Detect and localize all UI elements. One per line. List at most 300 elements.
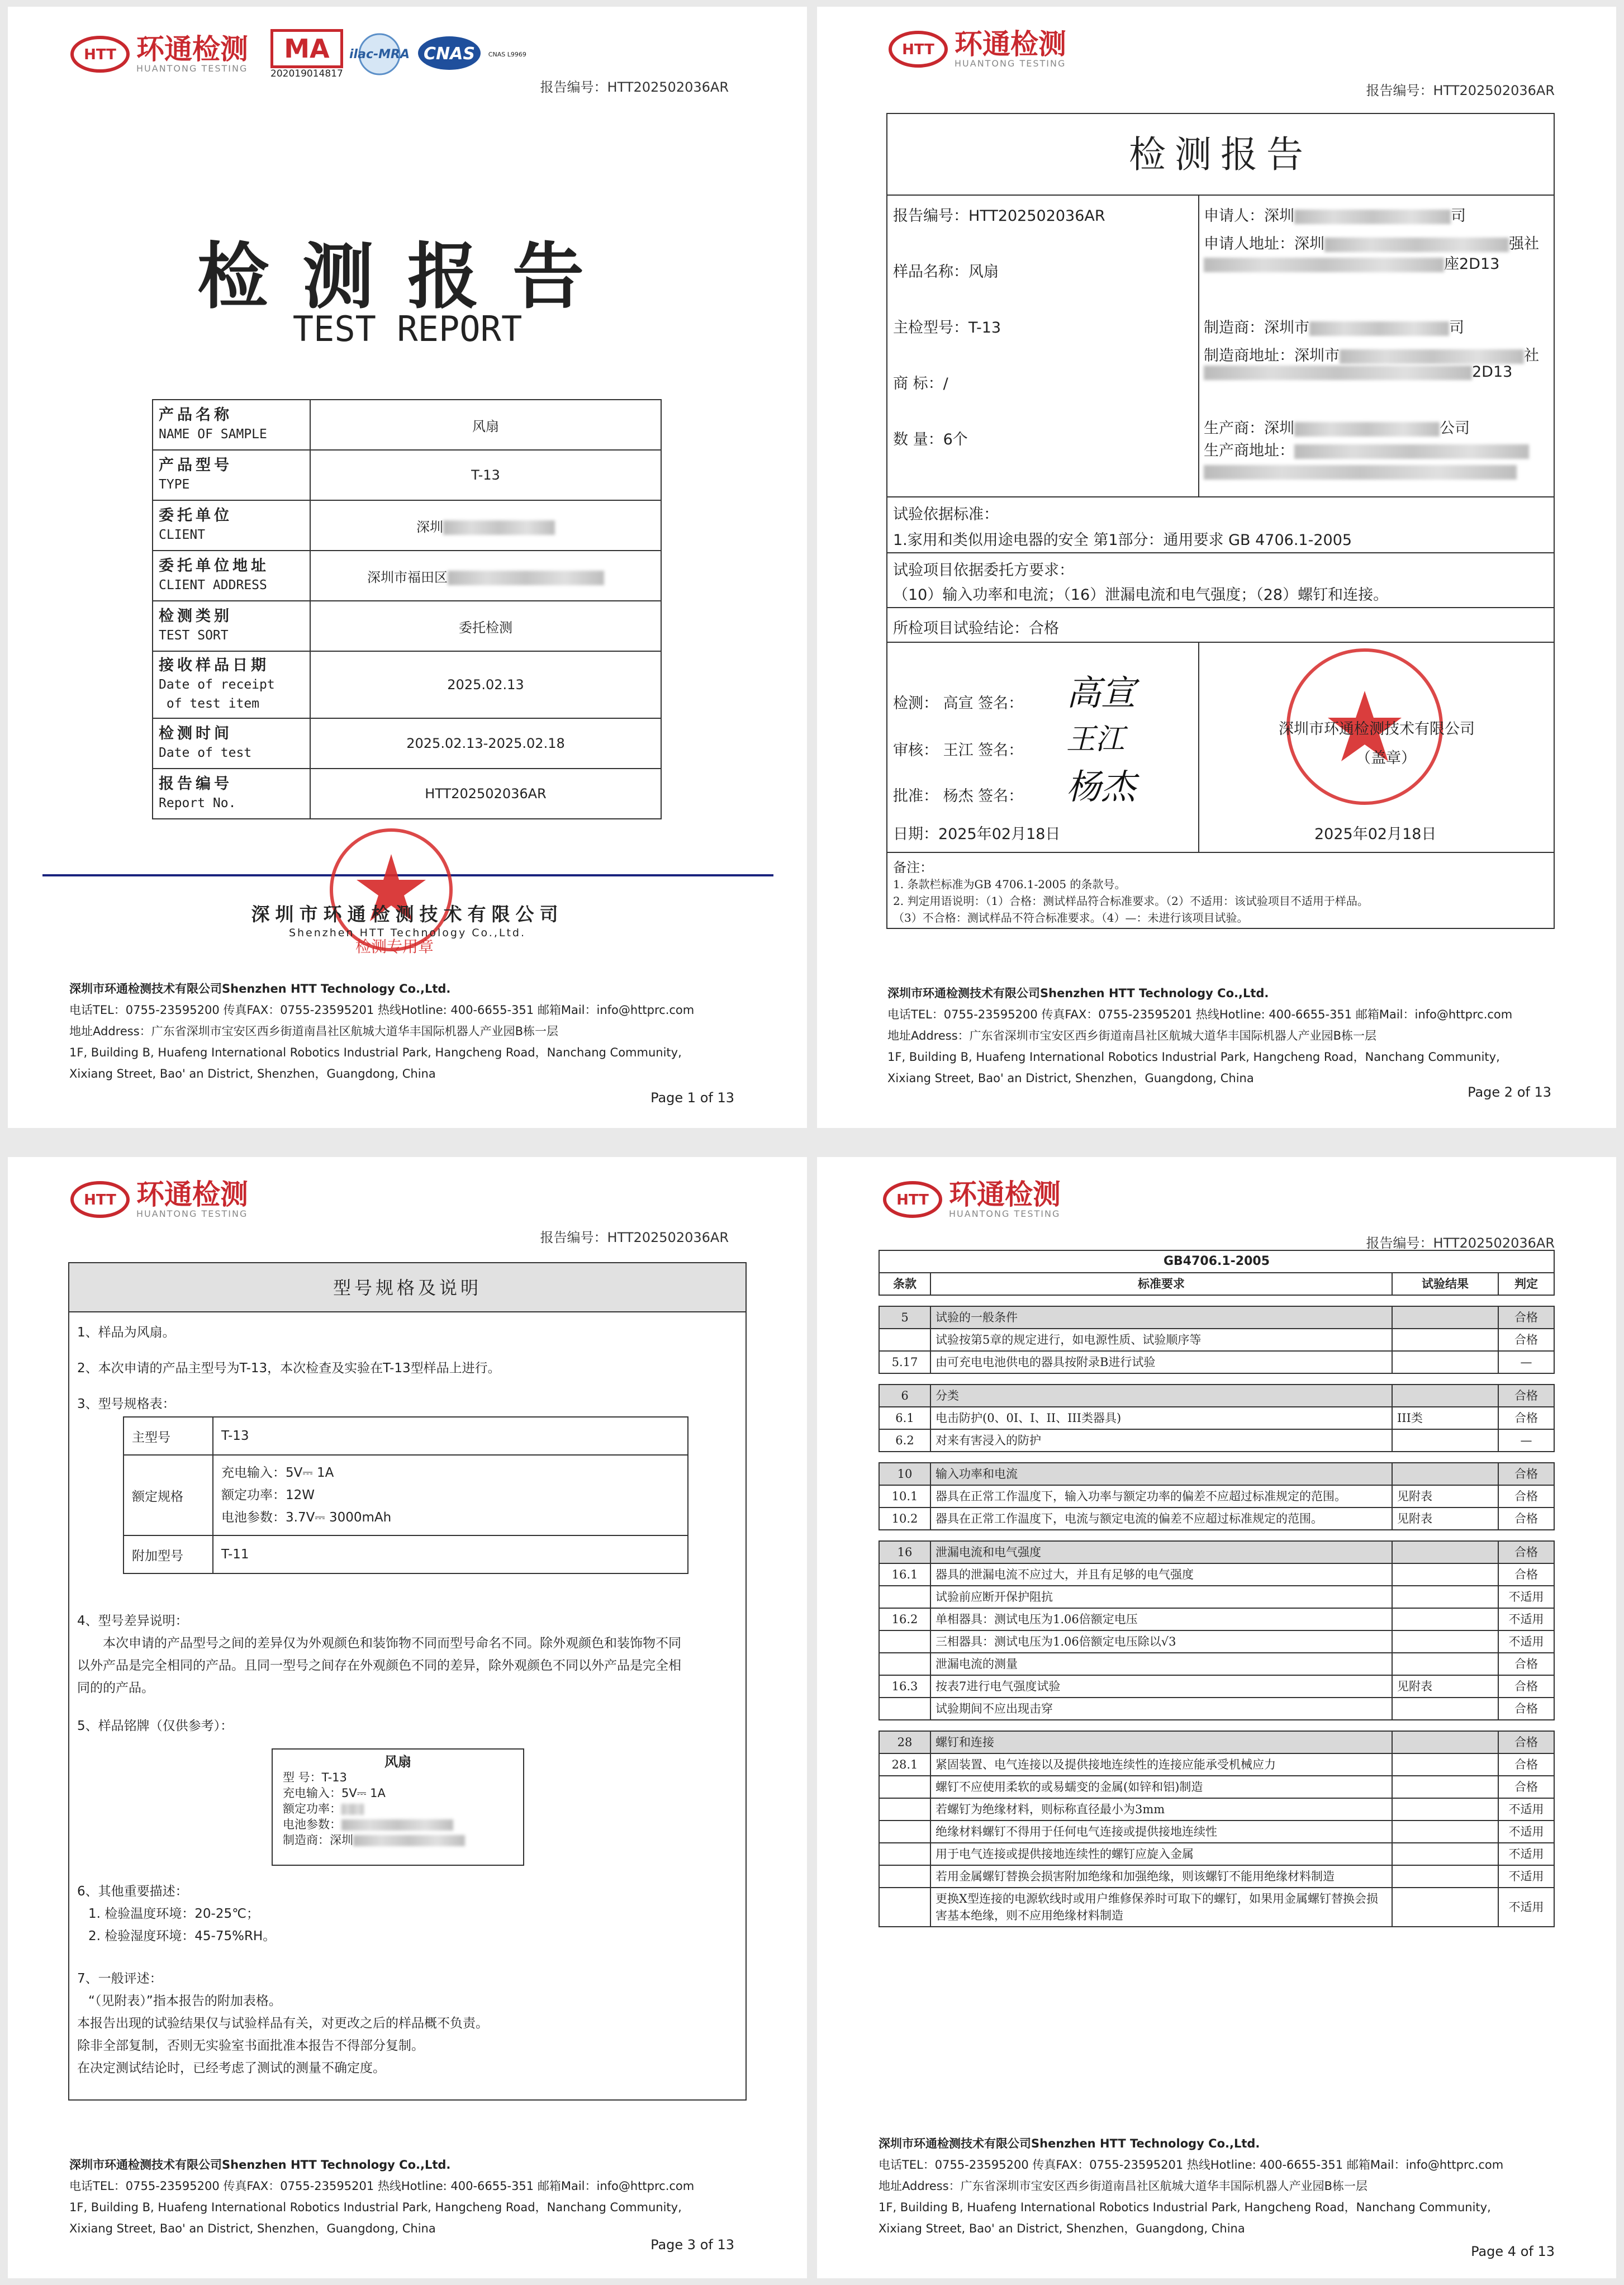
cover-label-en: CLIENT ADDRESS [159, 578, 267, 592]
requirement-result [1392, 1653, 1498, 1675]
item-4-text-2: 以外产品是完全相同的产品。且同一型号之间存在外观颜色不同的差异，除外观颜色不同以外产品是完全相 [77, 1658, 681, 1673]
requirement-verdict: 不适用 [1498, 1888, 1554, 1927]
cover-value-text: 委托检测 [459, 619, 512, 636]
report-number-header [1366, 79, 1555, 99]
ilac-mra-icon [349, 32, 410, 77]
requirement-req: 单相器具：测试电压为1.06倍额定电压 [930, 1608, 1392, 1630]
section-result [1392, 1385, 1498, 1407]
cover-row-label [153, 551, 310, 601]
conclusion-block [887, 608, 1554, 643]
cover-value-text: 2025.02.13-2025.02.18 [406, 736, 565, 751]
section-clause: 28 [879, 1731, 930, 1753]
std-header-cell: 试验结果 [1392, 1273, 1498, 1295]
cover-label-en: CLIENT [159, 528, 206, 542]
cover-info-table [152, 399, 662, 819]
cover-row [153, 450, 661, 500]
signature-block [887, 643, 1554, 853]
inspector-field: 检测： 高宣 签名： [893, 695, 1024, 712]
requirement-clause: 16.3 [879, 1675, 930, 1698]
cover-row-label [153, 601, 310, 651]
seal-company-name: 深圳市环通检测技术有限公司 [1279, 720, 1475, 738]
model-spec-header: 型号规格及说明 [69, 1263, 745, 1312]
cover-row [153, 551, 661, 601]
requirement-row [879, 1429, 1554, 1452]
footer-address-en-2: Xixiang Street, Bao' an District, Shenzhen，Guangdong, China [69, 2222, 436, 2235]
basis-text: 1.家用和类似用途电器的安全 第1部分：通用要求 GB 4706.1-2005 [893, 532, 1352, 549]
page-number: Page 1 of 13 [650, 1090, 734, 1106]
applicant-text: 申请人：深圳 [1204, 207, 1294, 225]
requirement-result [1392, 1698, 1498, 1720]
redacted-text [448, 571, 604, 585]
producer-address-line2 [1204, 463, 1517, 480]
requirement-clause [879, 1888, 930, 1927]
footer-company: 深圳市环通检测技术有限公司Shenzhen HTT Technology Co.,Ltd. [887, 987, 1269, 1000]
report-no-value: HTT202502036AR [1433, 1235, 1555, 1251]
requirement-verdict: 不适用 [1498, 1630, 1554, 1653]
cover-row-value [310, 769, 661, 819]
requirement-result: 见附表 [1392, 1675, 1498, 1698]
cover-label-cn: 接收样品日期 [159, 657, 269, 674]
requirement-clause: 10.2 [879, 1507, 930, 1530]
maker-address-field [1204, 343, 1539, 365]
maker-addr-text: 制造商地址：深圳市 [1204, 347, 1340, 364]
requirement-result [1392, 1753, 1498, 1776]
section-row [879, 1306, 1554, 1329]
requirement-row [879, 1485, 1554, 1507]
requirement-verdict: 合格 [1498, 1329, 1554, 1351]
cover-row [153, 601, 661, 651]
items-label: 试验项目依据委托方要求： [893, 562, 1074, 579]
htt-ring-icon [69, 1179, 131, 1220]
footer-phone: 电话TEL：0755-23595200 传真FAX：0755-23595201 热线Hotline: 400-6655-351 邮箱Mail：info@httprc.com [887, 1008, 1513, 1021]
footer-address-en-2: Xixiang Street, Bao' an District, Shenzhen，Guangdong, China [887, 1072, 1254, 1085]
applicant-addr2-tail: 座2D13 [1444, 255, 1500, 273]
redacted-text [443, 520, 555, 535]
applicant-address-field [1204, 231, 1539, 253]
rated-battery: 电池参数：3.7V⎓ 3000mAh [221, 1510, 392, 1525]
note-1: 1. 条款栏标准为GB 4706.1-2005 的条款号。 [893, 878, 1126, 891]
requirement-verdict: — [1498, 1351, 1554, 1373]
footer [887, 983, 1555, 1089]
footer-address-en-1: 1F, Building B, Huafeng International Robotics Industrial Park, Hangcheng Road，Nanchang Community, [887, 1050, 1500, 1064]
cnas-mark [416, 34, 483, 75]
maker-addr-tail: 社 [1524, 347, 1539, 364]
requirement-verdict: 合格 [1498, 1675, 1554, 1698]
requirement-req: 若用金属螺钉替换会损害附加绝缘和加强绝缘，则该螺钉不能用绝缘材料制造 [930, 1865, 1392, 1888]
requirement-result [1392, 1608, 1498, 1630]
cover-row [153, 400, 661, 450]
requirement-result [1392, 1776, 1498, 1798]
requirement-req: 螺钉不应使用柔软的或易蠕变的金属(如锌和铝)制造 [930, 1776, 1392, 1798]
cover-label-en: Date of test [159, 746, 252, 760]
notes-block [887, 853, 1554, 928]
requirement-result [1392, 1888, 1498, 1927]
producer-address-field [1204, 438, 1529, 460]
requirement-req: 试验按第5章的规定进行，如电源性质、试验顺序等 [930, 1329, 1392, 1351]
footer-address-cn: 地址Address：广东省深圳市宝安区西乡街道南昌社区航城大道华丰国际机器人产业园B栋一层 [879, 2179, 1368, 2193]
report-number-header [540, 76, 729, 96]
footer [69, 978, 745, 1084]
applicant-tail: 司 [1451, 207, 1466, 225]
section-title: 输入功率和电流 [930, 1463, 1392, 1485]
requirement-req: 试验期间不应出现击穿 [930, 1698, 1392, 1720]
company-name-en: Shenzhen HTT Technology Co.,Ltd. [288, 927, 526, 939]
requirement-verdict: 合格 [1498, 1753, 1554, 1776]
report-page-3 [8, 1157, 807, 2278]
std-header-cell: 标准要求 [930, 1273, 1392, 1295]
requirement-row [879, 1586, 1554, 1608]
requirement-row [879, 1407, 1554, 1429]
item-4-text-3: 同的的产品。 [77, 1681, 154, 1695]
std-title: GB4706.1-2005 [879, 1250, 1554, 1273]
svg-text:HTT: HTT [896, 1192, 929, 1208]
requirement-req: 电击防护(0、0I、I、II、III类器具) [930, 1407, 1392, 1429]
footer-address-en-2: Xixiang Street, Bao' an District, Shenzhen，Guangdong, China [879, 2222, 1245, 2235]
cover-row-label [153, 718, 310, 769]
section-clause: 10 [879, 1463, 930, 1485]
standard-table-wrap [879, 1250, 1555, 1927]
logo-cn: 环通检测 [136, 32, 248, 65]
requirement-req: 试验前应断开保护阻抗 [930, 1586, 1392, 1608]
requirement-row [879, 1753, 1554, 1776]
requirement-verdict: — [1498, 1429, 1554, 1452]
htt-logo [69, 29, 539, 79]
footer-company: 深圳市环通检测技术有限公司Shenzhen HTT Technology Co.,Ltd. [69, 982, 451, 995]
summary-title: 检测报告 [887, 114, 1554, 196]
applicant-addr-text: 申请人地址：深圳 [1204, 235, 1324, 253]
requirement-row [879, 1843, 1554, 1865]
requirement-req: 器具的泄漏电流不应过大，并且有足够的电气强度 [930, 1563, 1392, 1586]
cover-row-label [153, 651, 310, 718]
svg-text:HTT: HTT [84, 1192, 116, 1208]
report-no-value: HTT202502036AR [607, 1230, 729, 1245]
logo-cn: 环通检测 [955, 27, 1066, 60]
cover-label-en: Report No. [159, 796, 236, 810]
cover-row-label [153, 769, 310, 819]
footer-address-en-1: 1F, Building B, Huafeng International Robotics Industrial Park, Hangcheng Road，Nanchang Community, [69, 1046, 682, 1059]
cover-row [153, 769, 661, 819]
section-result [1392, 1731, 1498, 1753]
rated-label: 额定规格 [124, 1455, 213, 1535]
sample-name-field: 样品名称：风扇 [893, 263, 999, 281]
report-no-value: HTT202502036AR [1433, 83, 1555, 98]
nameplate [272, 1748, 524, 1866]
nameplate-maker-text: 制造商：深圳 [283, 1833, 353, 1847]
sample-info-block [887, 196, 1554, 497]
requirement-clause: 16.1 [879, 1563, 930, 1586]
requirement-row [879, 1821, 1554, 1843]
requirement-row [879, 1608, 1554, 1630]
report-no-value: HTT202502036AR [607, 79, 729, 95]
std-header-cell: 判定 [1498, 1273, 1554, 1295]
trademark-field: 商 标：/ [893, 375, 948, 392]
note-2: 2. 判定用语说明：（1）合格：测试样品符合标准要求。（2）不适用：该试验项目不适用于样品。 [893, 894, 1369, 908]
logo-en: HUANTONG TESTING [949, 1208, 1061, 1219]
applicant-field [1204, 203, 1466, 225]
extra-model-label: 附加型号 [124, 1535, 213, 1573]
requirement-verdict: 合格 [1498, 1653, 1554, 1675]
cover-row [153, 718, 661, 769]
htt-logo [882, 1179, 1061, 1220]
main-model-label: 主型号 [124, 1417, 213, 1455]
requirement-clause: 6.1 [879, 1407, 930, 1429]
section-spacer [879, 1530, 1554, 1541]
item-7: 7、一般评述： [77, 1971, 163, 1986]
auditor-signature: 王江 [1066, 723, 1125, 756]
rated-input: 充电输入：5V⎓ 1A [221, 1466, 334, 1480]
requirement-verdict: 合格 [1498, 1485, 1554, 1507]
basis-block [887, 497, 1554, 553]
requirement-clause: 10.1 [879, 1485, 930, 1507]
items-text: （10）输入功率和电流；（16）泄漏电流和电气强度；（28）螺钉和连接。 [893, 586, 1389, 604]
model-spec-box [68, 1262, 747, 2101]
requirement-verdict: 合格 [1498, 1507, 1554, 1530]
date-left: 日期：2025年02月18日 [893, 826, 1061, 843]
requirement-result [1392, 1798, 1498, 1821]
report-title-en: TEST REPORT [292, 309, 523, 349]
requirement-clause: 16.2 [879, 1608, 930, 1630]
section-row [879, 1385, 1554, 1407]
maker-address-line2 [1204, 363, 1512, 381]
items-block [887, 553, 1554, 608]
requirement-clause [879, 1865, 930, 1888]
ma-number: 202019014817 [270, 68, 343, 79]
requirement-row [879, 1798, 1554, 1821]
section-clause: 5 [879, 1306, 930, 1329]
requirement-clause [879, 1329, 930, 1351]
logo-en: HUANTONG TESTING [955, 58, 1066, 69]
approver-signature: 杨杰 [1066, 766, 1136, 807]
cover-label-cn: 产品型号 [159, 457, 232, 474]
requirement-row [879, 1675, 1554, 1698]
requirement-verdict: 不适用 [1498, 1843, 1554, 1865]
section-title: 螺钉和连接 [930, 1731, 1392, 1753]
footer-phone: 电话TEL：0755-23595200 传真FAX：0755-23595201 热线Hotline: 400-6655-351 邮箱Mail：info@httprc.com [879, 2158, 1504, 2172]
section-row [879, 1463, 1554, 1485]
requirement-result: 见附表 [1392, 1507, 1498, 1530]
item-7-4: 在决定测试结论时，已经考虑了测试的测量不确定度。 [77, 2061, 386, 2075]
requirement-req: 由可充电电池供电的器具按附录B进行试验 [930, 1351, 1392, 1373]
logo-en: HUANTONG TESTING [136, 63, 248, 74]
requirement-row [879, 1776, 1554, 1798]
requirement-clause [879, 1586, 930, 1608]
cnas-number: CNAS L9969 [488, 50, 526, 58]
requirement-result: 见附表 [1392, 1485, 1498, 1507]
requirement-clause [879, 1653, 930, 1675]
std-header-cell: 条款 [879, 1273, 930, 1295]
section-clause: 16 [879, 1541, 930, 1563]
requirement-clause [879, 1798, 930, 1821]
cover-label-cn: 委托单位 [159, 507, 232, 524]
auditor-field: 审核： 王江 签名： [893, 742, 1024, 759]
date-right: 2025年02月18日 [1314, 826, 1437, 843]
requirement-req: 用于电气连接或提供接地连续性的螺钉应旋入金属 [930, 1843, 1392, 1865]
requirement-result [1392, 1351, 1498, 1373]
requirement-row [879, 1630, 1554, 1653]
section-title: 试验的一般条件 [930, 1306, 1392, 1329]
cnas-caption [488, 51, 539, 58]
htt-ring-icon [69, 34, 131, 74]
rated-values [213, 1455, 688, 1535]
page-number: Page 2 of 13 [1468, 1084, 1551, 1100]
report-no-field: 报告编号：HTT202502036AR [893, 207, 1105, 225]
producer-addr-text: 生产商地址： [1204, 442, 1294, 459]
requirement-clause: 5.17 [879, 1351, 930, 1373]
requirement-clause: 6.2 [879, 1429, 930, 1452]
requirement-verdict: 不适用 [1498, 1586, 1554, 1608]
cover-row-label [153, 500, 310, 551]
ma-mark: MA 202019014817 [270, 29, 343, 79]
cover-value-text: 深圳市福田区 [367, 569, 448, 585]
item-6-2: 2. 检验湿度环境：45-75%RH。 [88, 1929, 276, 1943]
maker-field [1204, 315, 1464, 337]
notes-title: 备注： [893, 860, 933, 875]
logo-cn: 环通检测 [949, 1178, 1061, 1211]
requirement-req: 若螺钉为绝缘材料，则标称直径最小为3mm [930, 1798, 1392, 1821]
requirement-result [1392, 1429, 1498, 1452]
cover-row-label [153, 450, 310, 500]
requirement-result [1392, 1563, 1498, 1586]
requirement-req: 对来有害浸入的防护 [930, 1429, 1392, 1452]
requirement-verdict: 合格 [1498, 1563, 1554, 1586]
section-spacer [879, 1295, 1554, 1306]
extra-model-value: T-11 [213, 1535, 688, 1573]
basis-label: 试验依据标准： [893, 506, 999, 523]
maker-text: 制造商：深圳市 [1204, 319, 1309, 336]
requirement-result [1392, 1586, 1498, 1608]
section-spacer [879, 1452, 1554, 1463]
requirement-clause [879, 1776, 930, 1798]
model-field: 主检型号：T-13 [893, 319, 1001, 336]
standard-table [879, 1250, 1555, 1927]
section-verdict: 合格 [1498, 1731, 1554, 1753]
requirement-req: 器具在正常工作温度下，输入功率与额定功率的偏差不应超过标准规定的范围。 [930, 1485, 1392, 1507]
requirement-row [879, 1865, 1554, 1888]
nameplate-power-text: 额定功率： [283, 1802, 341, 1815]
footer [879, 2133, 1555, 2239]
spec-table [123, 1416, 688, 1574]
requirement-req: 更换X型连接的电源软线时或用户维修保养时可取下的螺钉，如果用金属螺钉替换会损害基本绝缘，则不应用绝缘材料制造 [930, 1888, 1392, 1927]
requirement-result [1392, 1821, 1498, 1843]
report-no-label: 报告编号： [540, 1230, 607, 1245]
requirement-row [879, 1653, 1554, 1675]
cover-label-cn: 产品名称 [159, 406, 232, 424]
applicant-address-line2 [1204, 252, 1499, 273]
section-title: 分类 [930, 1385, 1392, 1407]
requirement-clause [879, 1821, 930, 1843]
svg-text:CNAS: CNAS [423, 44, 475, 64]
htt-logo [887, 29, 1066, 69]
nameplate-battery [283, 1817, 513, 1832]
requirement-verdict: 不适用 [1498, 1608, 1554, 1630]
requirement-clause [879, 1630, 930, 1653]
item-2: 2、本次申请的产品主型号为T-13，本次检查及实验在T-13型样品上进行。 [77, 1361, 501, 1376]
requirement-clause: 28.1 [879, 1753, 930, 1776]
cover-label-en: TYPE [159, 477, 190, 492]
cover-row-value [310, 718, 661, 769]
svg-text:HTT: HTT [84, 46, 116, 63]
report-number-header [1366, 1232, 1555, 1251]
maker-tail: 司 [1449, 319, 1464, 336]
footer-address-cn: 地址Address：广东省深圳市宝安区西乡街道南昌社区航城大道华丰国际机器人产业园B栋一层 [69, 1025, 559, 1038]
seal-label: 检测专用章 [355, 937, 434, 956]
item-4-text-1: 本次申请的产品型号之间的差异仅为外观颜色和装饰物不同而型号命名不同。除外观颜色和装饰物不同 [103, 1636, 681, 1651]
item-7-2: 本报告出现的试验结果仅与试验样品有关，对更改之后的样品概不负责。 [77, 2016, 488, 2031]
requirement-row [879, 1329, 1554, 1351]
report-page-2 [817, 7, 1616, 1128]
cover-row [153, 651, 661, 718]
cover-row-value [310, 601, 661, 651]
item-1: 1、样品为风扇。 [77, 1325, 175, 1340]
section-result [1392, 1306, 1498, 1329]
item-6-1: 1. 检验温度环境：20-25℃； [88, 1907, 259, 1921]
report-no-label: 报告编号： [1366, 83, 1433, 98]
maker-addr2-tail: 2D13 [1472, 363, 1513, 381]
section-verdict: 合格 [1498, 1385, 1554, 1407]
note-3: （3）不合格：测试样品不符合标准要求。（4）—：未进行该项目试验。 [893, 911, 1248, 925]
requirement-verdict: 合格 [1498, 1776, 1554, 1798]
footer-address-cn: 地址Address：广东省深圳市宝安区西乡街道南昌社区航城大道华丰国际机器人产业园B栋一层 [887, 1029, 1377, 1042]
logo-en: HUANTONG TESTING [136, 1208, 248, 1219]
cover-row-value [310, 400, 661, 450]
footer-company: 深圳市环通检测技术有限公司Shenzhen HTT Technology Co.,Ltd. [879, 2137, 1260, 2150]
nameplate-power [283, 1801, 513, 1817]
item-5: 5、样品铭牌（仅供参考）： [77, 1719, 234, 1733]
requirement-verdict: 合格 [1498, 1407, 1554, 1429]
seal-label: （盖章） [1356, 750, 1416, 767]
report-page-4 [817, 1157, 1616, 2278]
section-row [879, 1731, 1554, 1753]
report-title-cn: 检测报告 [197, 235, 618, 319]
cover-value-text: 2025.02.13 [447, 677, 524, 693]
requirement-result [1392, 1329, 1498, 1351]
cover-value-text: HTT202502036AR [425, 786, 547, 802]
requirement-result [1392, 1843, 1498, 1865]
cover-row-value [310, 651, 661, 718]
inspector-signature: 高宣 [1066, 672, 1136, 713]
producer-field [1204, 416, 1470, 438]
requirement-req: 泄漏电流的测量 [930, 1653, 1392, 1675]
report-no-label: 报告编号： [540, 79, 607, 95]
requirement-req: 紧固装置、电气连接以及提供接地连续性的连接应能承受机械应力 [930, 1753, 1392, 1776]
section-verdict: 合格 [1498, 1463, 1554, 1485]
section-result [1392, 1541, 1498, 1563]
cover-row-label [153, 400, 310, 450]
requirement-result: III类 [1392, 1407, 1498, 1429]
rated-power: 额定功率：12W [221, 1488, 315, 1502]
cover-row-value [310, 551, 661, 601]
nameplate-maker [283, 1832, 513, 1848]
requirement-result [1392, 1865, 1498, 1888]
htt-ring-icon [887, 29, 949, 69]
producer-tail: 公司 [1440, 420, 1470, 437]
section-verdict: 合格 [1498, 1306, 1554, 1329]
section-clause: 6 [879, 1385, 930, 1407]
applicant-addr-tail: 强社 [1509, 235, 1539, 253]
cover-label-en: Date of receipt of test item [159, 677, 275, 711]
cover-label-en: NAME OF SAMPLE [159, 427, 267, 442]
svg-text:ilac-MRA: ilac-MRA [349, 48, 410, 61]
requirement-req: 绝缘材料螺钉不得用于任何电气连接或提供接地连续性 [930, 1821, 1392, 1843]
cnas-icon [416, 34, 483, 73]
approver-field: 批准： 杨杰 签名： [893, 788, 1024, 805]
main-model-value: T-13 [213, 1417, 688, 1455]
footer-address-en-1: 1F, Building B, Huafeng International Robotics Industrial Park, Hangcheng Road，Nanchang Community, [69, 2201, 682, 2214]
logo-cn: 环通检测 [136, 1178, 248, 1211]
cover-label-cn: 委托单位地址 [159, 557, 269, 575]
svg-text:HTT: HTT [902, 41, 934, 58]
requirement-row [879, 1507, 1554, 1530]
